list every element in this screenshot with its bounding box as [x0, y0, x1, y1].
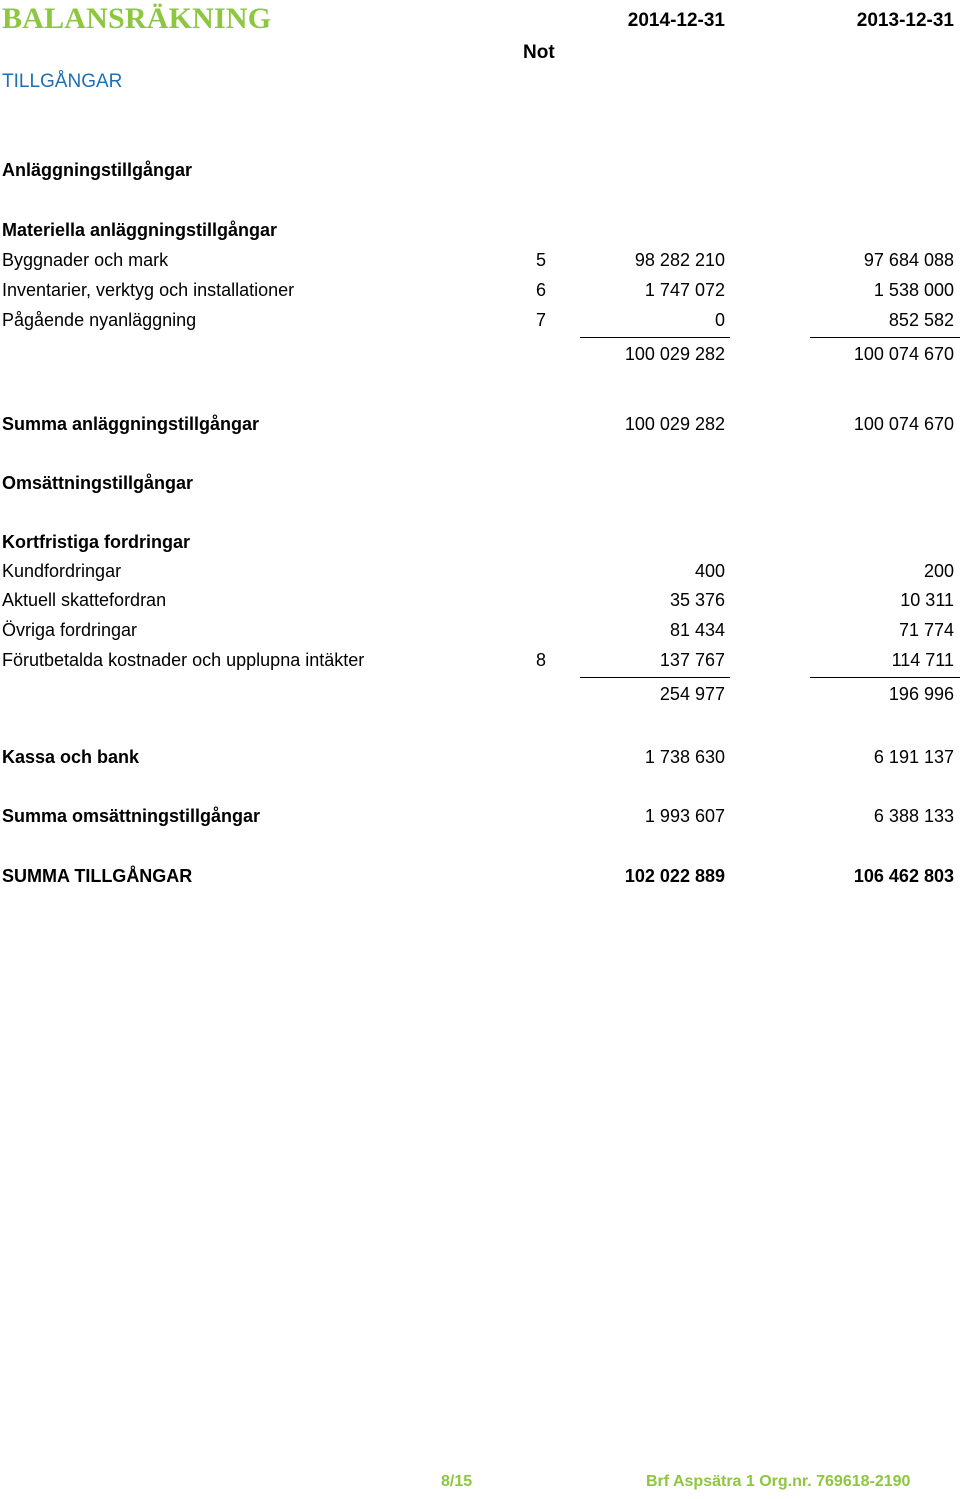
- row-value-2014: 35 376: [669, 590, 725, 610]
- section-subtitle: TILLGÅNGAR: [2, 71, 123, 92]
- column-header-2013: 2013-12-31: [856, 10, 954, 31]
- subtotal-rule-2014: [580, 337, 730, 338]
- subtotal-rule-2014: [580, 677, 730, 678]
- row-value-2014: 102 022 889: [624, 866, 725, 886]
- row-label: Summa omsättningstillgångar: [2, 806, 261, 826]
- table-row-forutbetalda: [0, 650, 960, 676]
- subtotal-rule-2013: [810, 677, 960, 678]
- row-value-2013: 106 462 803: [853, 866, 954, 886]
- table-row-summa-omsattningstillgangar: [0, 806, 960, 832]
- row-label: Förutbetalda kostnader och upplupna intäkter: [2, 650, 365, 670]
- row-value-2014: 100 029 282: [624, 344, 725, 364]
- organization-info: Brf Aspsätra 1 Org.nr. 769618-2190: [646, 1473, 911, 1490]
- row-label: Övriga fordringar: [2, 620, 138, 640]
- row-value-2014: 254 977: [659, 684, 725, 704]
- row-value-2014: 100 029 282: [624, 414, 725, 434]
- row-value-2013: 852 582: [888, 310, 954, 330]
- subtotal-rule-2013: [810, 337, 960, 338]
- row-label: Summa anläggningstillgångar: [2, 414, 260, 434]
- row-note: 5: [535, 250, 546, 270]
- table-row-kortfristiga-subtotal: [0, 684, 960, 710]
- row-note: 6: [535, 280, 546, 300]
- section-label: Materiella anläggningstillgångar: [2, 220, 278, 240]
- row-value-2013: 6 388 133: [873, 806, 954, 826]
- row-value-2014: 137 767: [659, 650, 725, 670]
- table-row-pagaende: [0, 310, 960, 336]
- row-value-2013: 1 538 000: [873, 280, 954, 300]
- table-row-materiella-subtotal: [0, 344, 960, 370]
- row-value-2014: 400: [694, 561, 725, 581]
- table-row-kassa-och-bank: [0, 747, 960, 773]
- section-label: Kortfristiga fordringar: [2, 532, 191, 552]
- row-label: Byggnader och mark: [2, 250, 169, 270]
- row-value-2014: 1 993 607: [644, 806, 725, 826]
- row-value-2013: 114 711: [891, 650, 954, 670]
- section-heading-materiella: [0, 220, 960, 246]
- page-title: BALANSRÄKNING: [2, 2, 272, 35]
- row-value-2013: 196 996: [888, 684, 954, 704]
- row-value-2013: 200: [923, 561, 954, 581]
- row-note: 8: [535, 650, 546, 670]
- row-value-2014: 0: [714, 310, 725, 330]
- section-heading-kortfristiga: [0, 532, 960, 558]
- row-label: Aktuell skattefordran: [2, 590, 167, 610]
- table-row-byggnader: [0, 250, 960, 276]
- row-label: Kundfordringar: [2, 561, 122, 581]
- page-number: 8/15: [441, 1473, 473, 1490]
- row-value-2013: 6 191 137: [873, 747, 954, 767]
- row-label: Inventarier, verktyg och installationer: [2, 280, 295, 300]
- note-column-header: Not: [523, 42, 555, 63]
- row-value-2013: 97 684 088: [863, 250, 954, 270]
- row-value-2014: 1 738 630: [644, 747, 725, 767]
- row-value-2013: 100 074 670: [853, 414, 954, 434]
- section-heading-anlaggningstillgangar: [0, 160, 960, 186]
- table-row-summa-tillgangar: [0, 866, 960, 892]
- table-row-summa-anlaggningstillgangar: [0, 414, 960, 440]
- row-value-2014: 1 747 072: [644, 280, 725, 300]
- row-label: Kassa och bank: [2, 747, 140, 767]
- row-note: 7: [535, 310, 546, 330]
- row-value-2014: 98 282 210: [634, 250, 725, 270]
- section-heading-omsattningstillgangar: [0, 473, 960, 499]
- row-label: SUMMA TILLGÅNGAR: [2, 866, 193, 886]
- table-row-kundfordringar: [0, 561, 960, 587]
- row-value-2013: 100 074 670: [853, 344, 954, 364]
- row-label: Pågående nyanläggning: [2, 310, 197, 330]
- row-value-2013: 71 774: [898, 620, 954, 640]
- table-row-inventarier: [0, 280, 960, 306]
- section-label: Omsättningstillgångar: [2, 473, 194, 493]
- row-value-2014: 81 434: [669, 620, 725, 640]
- row-value-2013: 10 311: [900, 590, 954, 610]
- column-header-2014: 2014-12-31: [627, 10, 725, 31]
- table-row-skattefordran: [0, 590, 960, 616]
- table-row-ovriga-fordringar: [0, 620, 960, 646]
- section-label: Anläggningstillgångar: [2, 160, 193, 180]
